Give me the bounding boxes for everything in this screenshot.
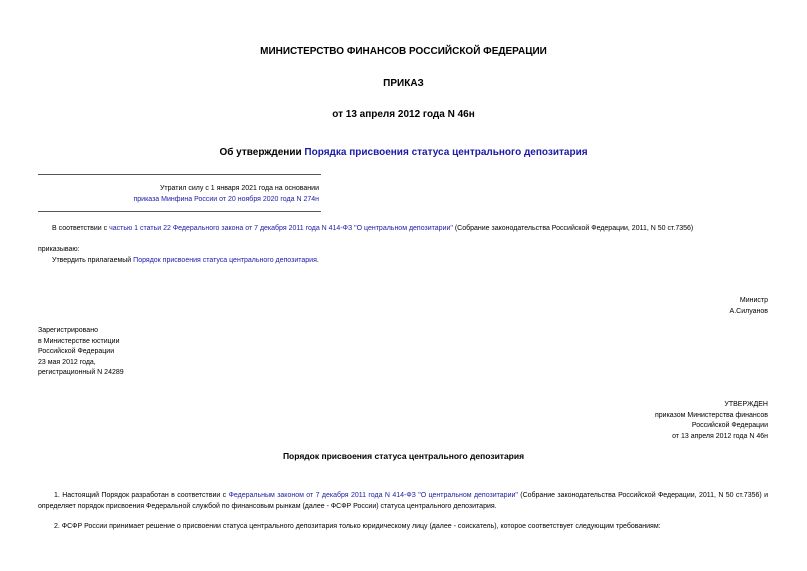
ministry-heading: МИНИСТЕРСТВО ФИНАНСОВ РОССИЙСКОЙ ФЕДЕРАЦИИ: [260, 46, 547, 57]
title-prefix: Об утверждении: [219, 147, 305, 158]
registration-line: Российской Федерации: [38, 348, 115, 355]
p1-prefix: 1. Настоящий Порядок разработан в соответствии с: [54, 492, 229, 499]
approved-block: [560, 400, 768, 442]
repeal-note-link[interactable]: приказа Минфина России от 20 ноября 2020 года N 274н: [133, 195, 319, 203]
signature-position: Министр: [739, 297, 768, 304]
registration-line: Зарегистрировано: [38, 327, 98, 334]
order-label: приказываю:: [38, 246, 80, 253]
approved-line: от 13 апреля 2012 года N 46н: [672, 432, 768, 440]
registration-line: регистрационный N 24289: [38, 369, 124, 376]
divider-bottom: [38, 211, 321, 212]
signature-name: А.Силуанов: [729, 307, 768, 315]
preamble: [52, 224, 772, 235]
order-item-prefix: Утвердить прилагаемый: [52, 257, 134, 264]
procedure-title: Порядок присвоения статуса центрального депозитария: [282, 451, 525, 461]
order-item: [52, 256, 319, 267]
approved-line: Российской Федерации: [691, 422, 768, 429]
preamble-law-link[interactable]: частью 1 статьи 22 Федерального закона от 7 декабря 2011 года N 414-ФЗ "О центральном депозитарии": [109, 225, 453, 232]
approved-line: УТВЕРЖДЕН: [724, 401, 768, 408]
order-item-suffix: .: [316, 257, 319, 264]
document-title: [0, 147, 807, 158]
registration-block: [38, 326, 124, 379]
order-item-link[interactable]: Порядок присвоения статуса центрального депозитария: [133, 257, 317, 264]
approved-line: приказом Министерства финансов: [654, 411, 768, 419]
registration-line: в Министерстве юстиции: [38, 337, 120, 345]
procedure-paragraph-1: [38, 491, 768, 512]
registration-line: 23 мая 2012 года,: [38, 358, 96, 366]
preamble-prefix: В соответствии с: [52, 225, 110, 232]
doc-type-heading: ПРИКАЗ: [383, 78, 424, 89]
divider-top: [38, 174, 321, 175]
repeal-note-line: Утратил силу с 1 января 2021 года на основании: [159, 185, 319, 192]
procedure-paragraph-2: 2. ФСФР России принимает решение о присвоении статуса центрального депозитария только юридическому лицу (далее - соискатель), которое соответствует следующим требованиям:: [54, 523, 661, 530]
title-link[interactable]: Порядка присвоения статуса центрального депозитария: [304, 147, 588, 158]
p1-law-link[interactable]: Федеральным законом от 7 декабря 2011 года N 414-ФЗ "О центральном депозитарии": [228, 492, 518, 499]
signature-block: [600, 296, 768, 317]
date-number-heading: от 13 апреля 2012 года N 46н: [332, 109, 475, 120]
p1-suffix: (Собрание законодательства Российской Федерации, 2011, N 50 ст.7356) и определяет порядок присвоения Федеральной службой по финансовым рынкам (далее - ФСФР России) статуса центрального депозитария.: [38, 492, 769, 510]
repeal-note: [38, 184, 321, 205]
preamble-suffix: (Собрание законодательства Российской Федерации, 2011, N 50 ст.7356): [452, 225, 694, 232]
